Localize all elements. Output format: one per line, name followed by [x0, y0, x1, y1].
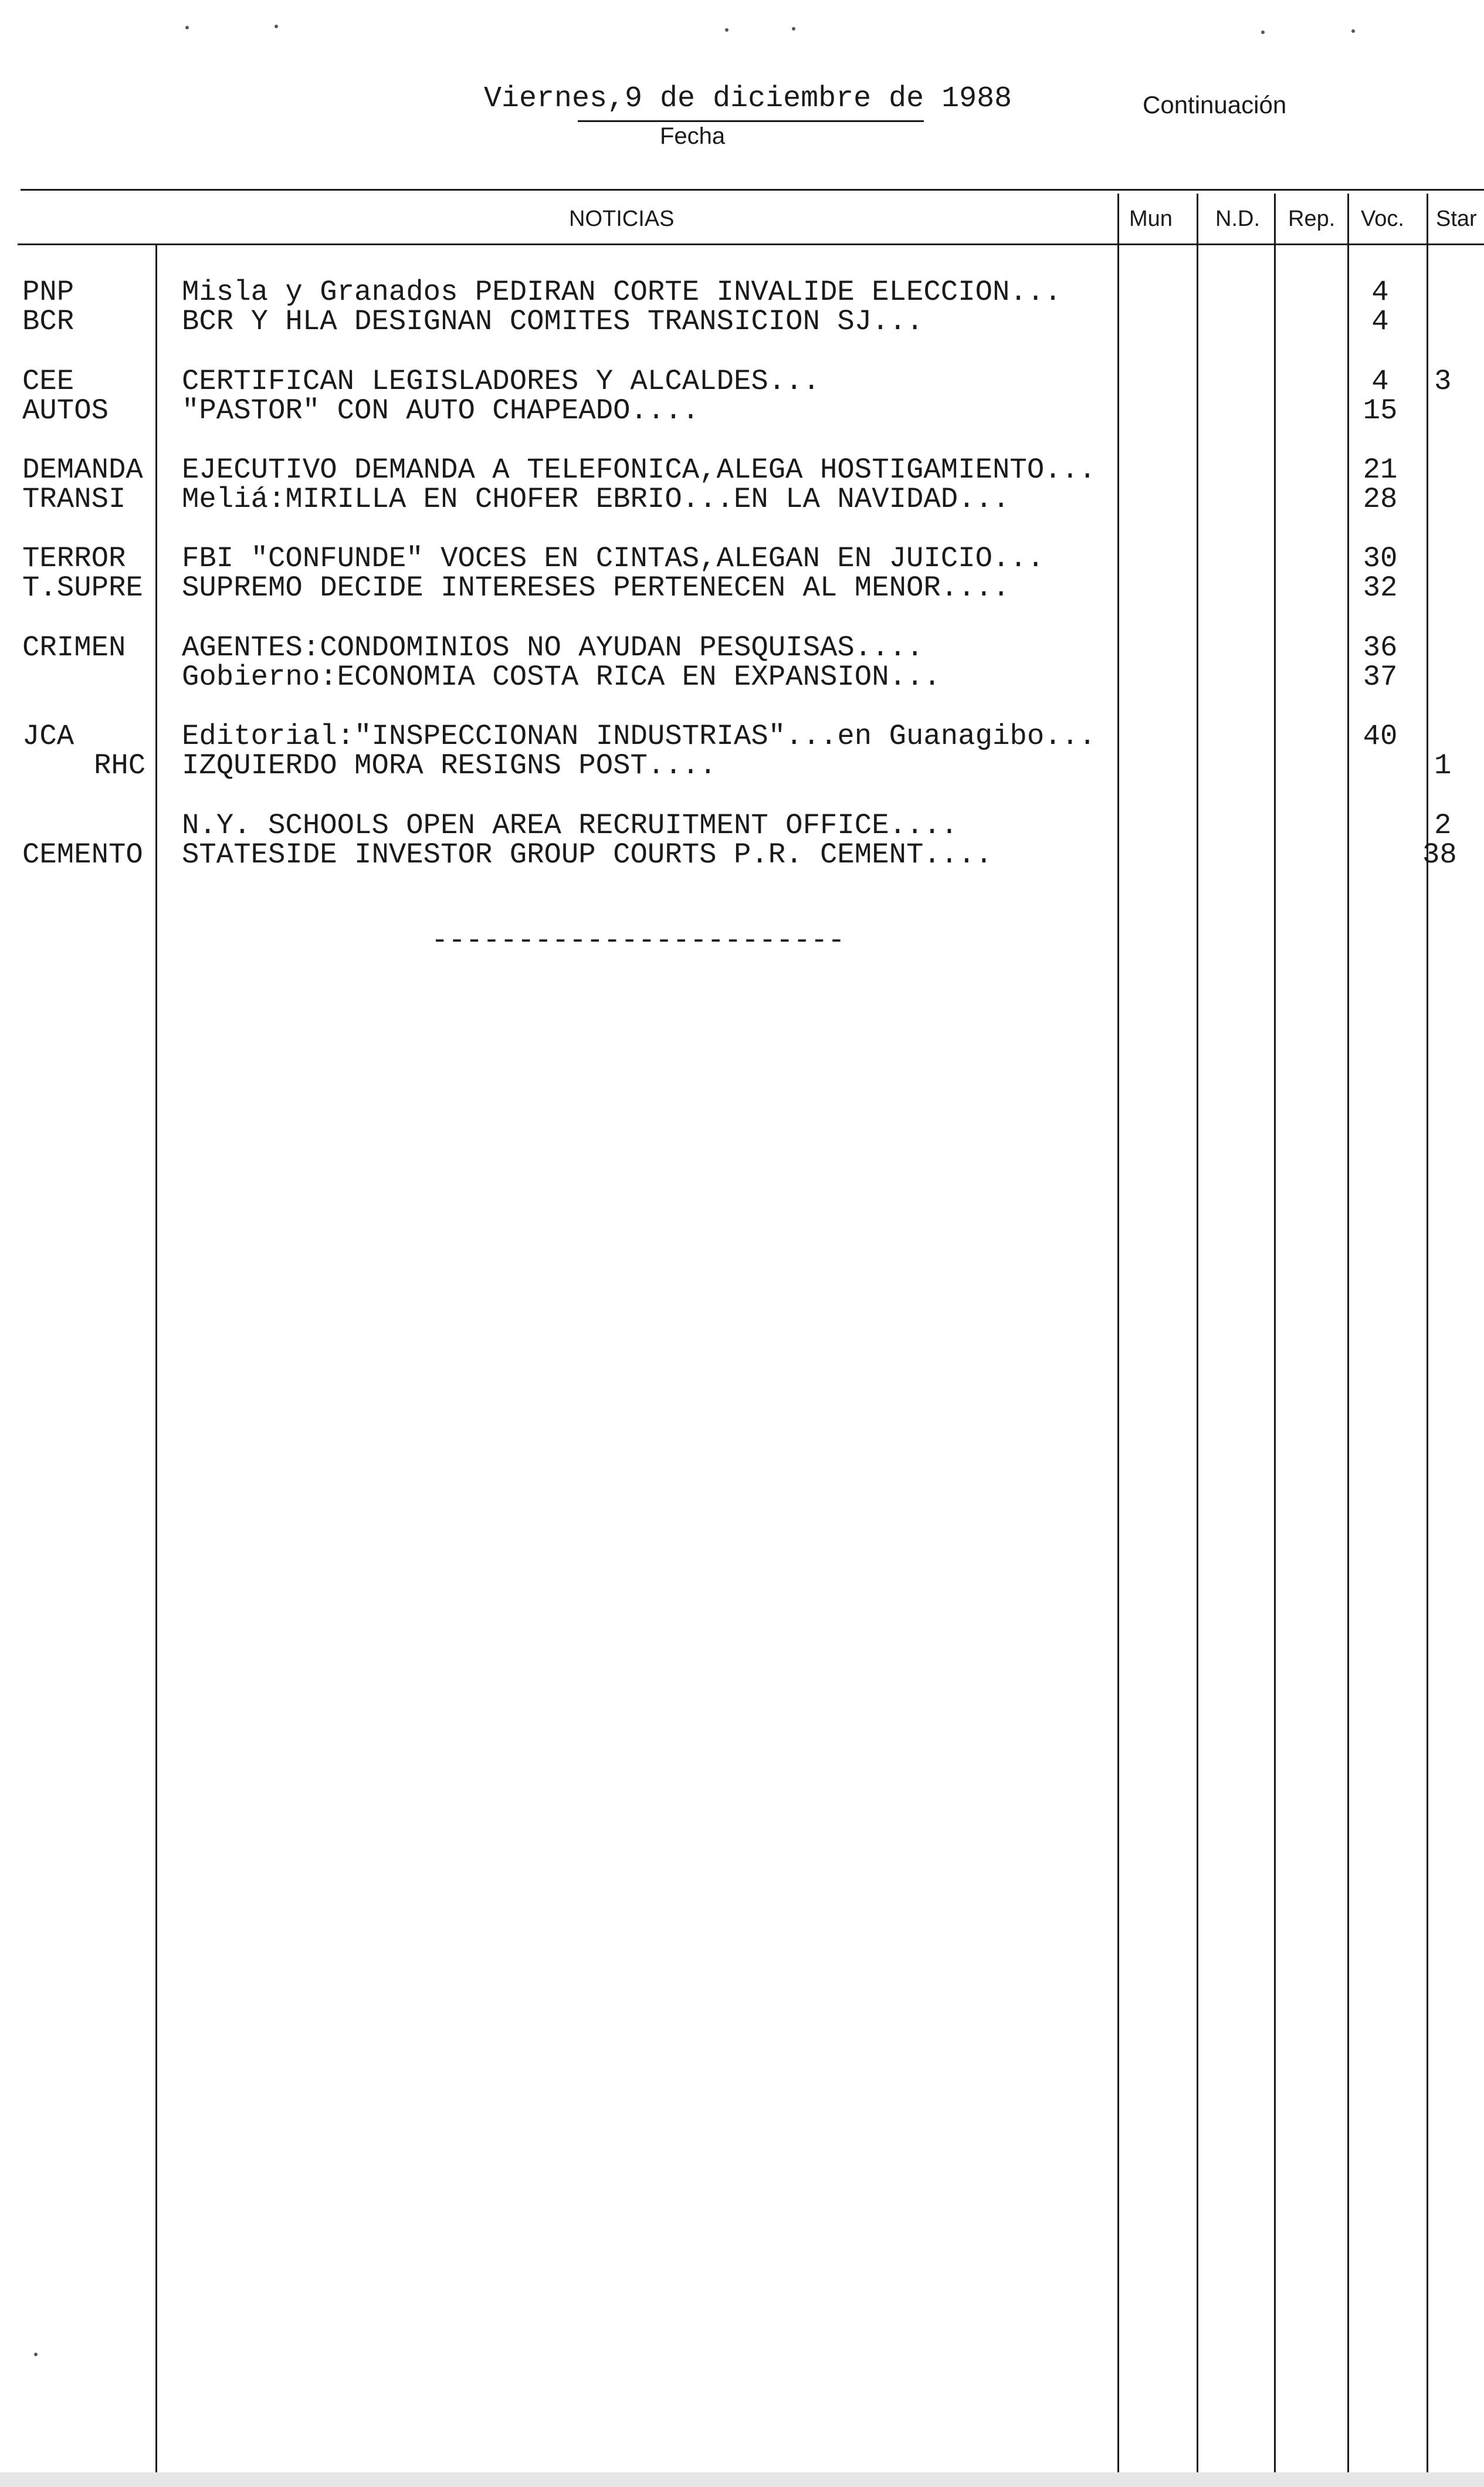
scan-speck	[185, 26, 189, 29]
scan-speck	[1261, 31, 1265, 34]
row-headline: Gobierno:ECONOMIA COSTA RICA EN EXPANSION...	[182, 661, 941, 693]
column-header-noticias: NOTICIAS	[569, 207, 675, 231]
column-header-star: Star	[1436, 207, 1477, 231]
row-star: 3	[1434, 365, 1452, 398]
row-headline: IZQUIERDO MORA RESIGNS POST....	[182, 749, 717, 782]
row-voc: 36	[1363, 631, 1398, 664]
row-voc: 30	[1363, 542, 1398, 575]
column-divider-nd	[1197, 194, 1198, 2481]
end-separator: ------------------------	[431, 924, 845, 957]
row-headline: BCR Y HLA DESIGNAN COMITES TRANSICION SJ...	[182, 305, 924, 338]
row-section: T.SUPRE	[22, 571, 143, 604]
column-header-nd: N.D.	[1215, 207, 1260, 231]
row-star: 2	[1434, 809, 1452, 842]
row-headline: Misla y Granados PEDIRAN CORTE INVALIDE ELECCION...	[182, 276, 1062, 309]
row-section: PNP	[22, 276, 74, 309]
column-divider-rep	[1274, 194, 1276, 2481]
column-divider-voc	[1347, 194, 1349, 2481]
row-section: CEMENTO	[22, 838, 143, 871]
scan-speck	[34, 2353, 38, 2356]
row-voc: 37	[1363, 661, 1398, 693]
scan-speck	[792, 27, 795, 31]
table-header-rule	[18, 243, 1484, 245]
scan-speck	[725, 28, 729, 32]
column-divider-section	[155, 245, 157, 2481]
scan-speck	[275, 25, 278, 28]
row-headline: STATESIDE INVESTOR GROUP COURTS P.R. CEMENT....	[182, 838, 993, 871]
row-section: TRANSI	[22, 483, 126, 516]
row-headline: AGENTES:CONDOMINIOS NO AYUDAN PESQUISAS....	[182, 631, 924, 664]
row-section: AUTOS	[22, 394, 109, 427]
row-headline: CERTIFICAN LEGISLADORES Y ALCALDES...	[182, 365, 820, 398]
row-section: CRIMEN	[22, 631, 126, 664]
row-headline: N.Y. SCHOOLS OPEN AREA RECRUITMENT OFFICE....	[182, 809, 958, 842]
date-underline	[578, 120, 924, 122]
row-star: 38	[1422, 838, 1457, 871]
scan-bottom-edge	[0, 2472, 1484, 2487]
row-voc: 4	[1371, 365, 1389, 398]
report-date: Viernes,9 de diciembre de 1988	[484, 82, 1012, 116]
column-header-mun: Mun	[1129, 207, 1173, 231]
scan-speck	[1351, 29, 1355, 33]
row-voc: 4	[1371, 305, 1389, 338]
row-voc: 15	[1363, 394, 1398, 427]
row-section: TERROR	[22, 542, 126, 575]
row-voc: 4	[1371, 276, 1389, 309]
date-caption: Fecha	[660, 123, 726, 149]
row-voc: 21	[1363, 454, 1398, 486]
continuation-label: Continuación	[1143, 91, 1287, 119]
row-headline: FBI "CONFUNDE" VOCES EN CINTAS,ALEGAN EN JUICIO...	[182, 542, 1045, 575]
row-voc: 32	[1363, 571, 1398, 604]
row-section: DEMANDA	[22, 454, 143, 486]
row-section: CEE	[22, 365, 74, 398]
row-headline: SUPREMO DECIDE INTERESES PERTENECEN AL MENOR....	[182, 571, 1010, 604]
row-voc: 28	[1363, 483, 1398, 516]
row-headline: Meliá:MIRILLA EN CHOFER EBRIO...EN LA NAVIDAD...	[182, 483, 1010, 516]
column-header-voc: Voc.	[1361, 207, 1404, 231]
row-section: JCA	[22, 720, 74, 753]
row-section: RHC	[94, 749, 146, 782]
row-voc: 40	[1363, 720, 1398, 753]
row-headline: "PASTOR" CON AUTO CHAPEADO....	[182, 394, 700, 427]
row-star: 1	[1434, 749, 1452, 782]
column-divider-mun	[1117, 194, 1119, 2481]
row-section: BCR	[22, 305, 74, 338]
row-headline: Editorial:"INSPECCIONAN INDUSTRIAS"...en Guanagibo...	[182, 720, 1096, 753]
column-divider-star	[1427, 194, 1428, 2481]
column-header-rep: Rep.	[1288, 207, 1336, 231]
table-top-rule	[21, 189, 1484, 191]
row-headline: EJECUTIVO DEMANDA A TELEFONICA,ALEGA HOSTIGAMIENTO...	[182, 454, 1096, 486]
